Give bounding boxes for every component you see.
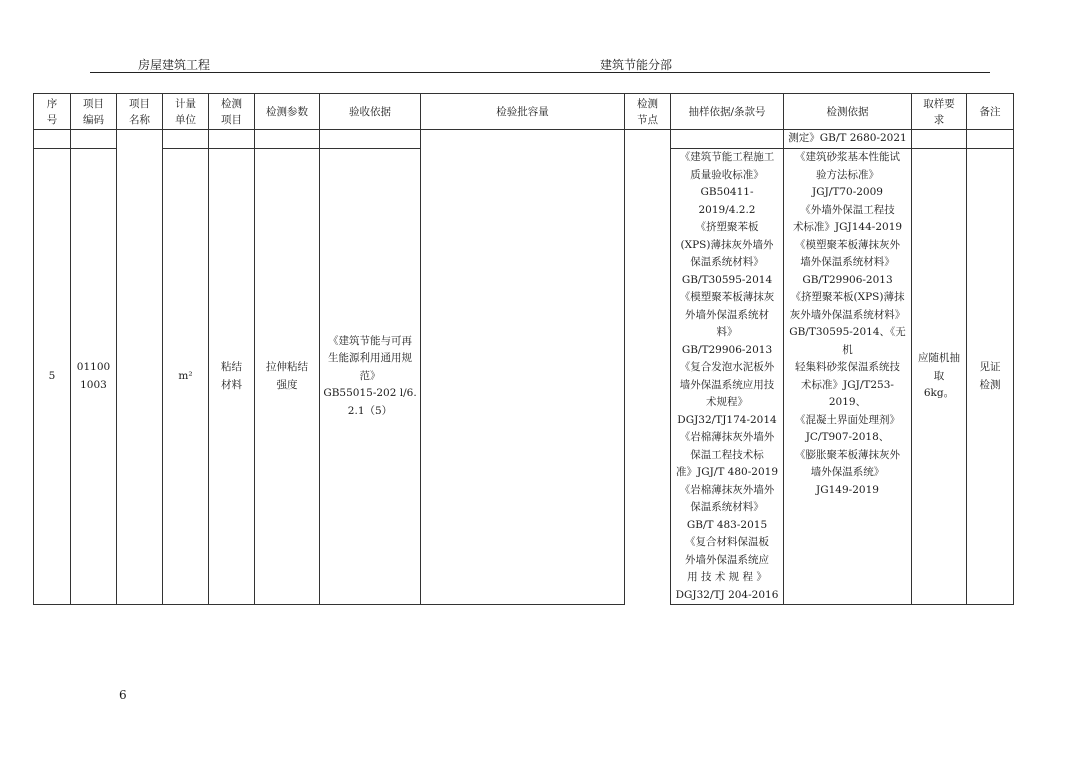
col-header-name: 项目 名称	[117, 94, 163, 130]
col-header-param: 检测参数	[255, 94, 320, 130]
col-header-item: 检测 项目	[209, 94, 255, 130]
cell-sampling: 《建筑节能工程施工 质量验收标准》 GB50411-2019/4.2.2 《挤塑聚苯板 (XPS)薄抹灰外墙外 保温系统材料》 GB/T30595-2014 《模塑聚苯板薄抹灰 外墙外保温系统材 料》 GB/T29906-2013 《复合发泡水泥板外 墙外保温系统应用技 术规程》 DGJ32/TJ174-2014 《岩棉薄抹灰外墙外 保温工程技术标 准》JGJ/T 480-2019 《岩棉薄抹灰外墙外 保温系统材料》 GB/T 483-2015 《复合材料保温板 外墙外保温系统应 用 技 术 规 程 》 DGJ32/TJ 204-2016	[671, 149, 784, 605]
cell-sample-req: 应随机抽 取 6kg。	[912, 149, 967, 605]
col-header-sample-req: 取样要 求	[912, 94, 967, 130]
col-header-sampling: 抽样依据/条款号	[671, 94, 784, 130]
col-header-unit: 计量 单位	[163, 94, 209, 130]
cell-batch	[421, 130, 625, 605]
header-divider	[90, 72, 990, 73]
col-header-test-basis: 检测依据	[784, 94, 912, 130]
cell-remark: 见证 检测	[967, 149, 1014, 605]
col-header-node: 检测 节点	[625, 94, 671, 130]
cell-param: 拉伸粘结 强度	[255, 149, 320, 605]
col-header-seq: 序 号	[34, 94, 71, 130]
cell-item: 粘结 材料	[209, 149, 255, 605]
cell-name	[117, 130, 163, 605]
col-header-acceptance: 验收依据	[320, 94, 421, 130]
cell-seq: 5	[34, 149, 71, 605]
cell-test-basis: 《建筑砂浆基本性能试 验方法标准》 JGJ/T70-2009 《外墙外保温工程技 术标准》JGJ144-2019 《模塑聚苯板薄抹灰外 墙外保温系统材料》 GB/T29906-2013 《挤塑聚苯板(XPS)薄抹 灰外墙外保温系统材料》 GB/T30595-2014、《无机 轻集料砂浆保温系统技 术标准》JGJ/T253-2019、 《混凝土界面处理剂》 JC/T907-2018、 《膨胀聚苯板薄抹灰外 墙外保温系统》 JG149-2019	[784, 149, 912, 605]
cell-test-basis-continued: 测定》GB/T 2680-2021	[784, 130, 912, 149]
table-header-row	[34, 94, 1014, 130]
cell-unit: m²	[163, 149, 209, 605]
cell-acceptance: 《建筑节能与可再 生能源利用通用规 范》 GB55015-202 l/6. 2.1（5）	[320, 149, 421, 605]
table-row-continued	[34, 130, 1014, 149]
cell-code: 01100 1003	[71, 149, 117, 605]
cell-node	[625, 130, 671, 605]
page-number: 6	[119, 688, 127, 702]
header-division: 建筑节能分部	[600, 58, 673, 72]
inspection-table	[33, 93, 1014, 605]
col-header-batch: 检验批容量	[421, 94, 625, 130]
col-header-remark: 备注	[967, 94, 1014, 130]
header-project-type: 房屋建筑工程	[138, 58, 211, 72]
col-header-code: 项目 编码	[71, 94, 117, 130]
